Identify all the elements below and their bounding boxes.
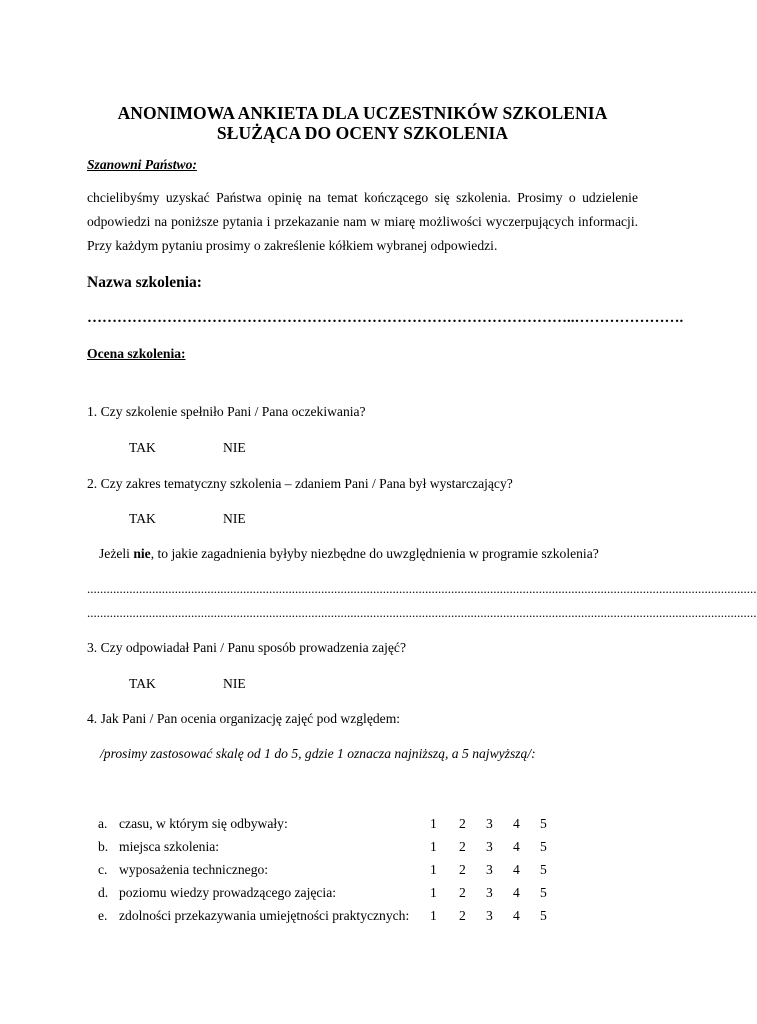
- title-line-1: ANONIMOWA ANKIETA DLA UCZESTNIKÓW SZKOLENIA: [117, 103, 608, 123]
- question-4: 4. Jak Pani / Pan ocenia organizację zajęć pod względem:: [87, 711, 401, 726]
- q1-no-option[interactable]: NIE: [223, 440, 246, 455]
- rating-option-4[interactable]: 4: [513, 839, 520, 854]
- q2-followup-pre: Jeżeli: [99, 546, 134, 561]
- rating-label: zdolności przekazywania umiejętności praktycznych:: [119, 908, 410, 923]
- rating-option-3[interactable]: 3: [486, 885, 493, 900]
- title-line-2: SŁUŻĄCA DO OCENY SZKOLENIA: [216, 123, 509, 143]
- q2-answer-line-2[interactable]: ..............................................................................................................................................................................................................: [87, 605, 757, 620]
- rating-option-3[interactable]: 3: [486, 839, 493, 854]
- rating-option-5[interactable]: 5: [540, 908, 547, 923]
- rating-row: [0, 816, 725, 836]
- q2-followup: [99, 546, 599, 562]
- rating-option-2[interactable]: 2: [459, 816, 466, 831]
- rating-option-2[interactable]: 2: [459, 862, 466, 877]
- intro-line: chcielibyśmy uzyskać Państwa opinię na temat kończącego się szkolenia. Prosimy o udzielenie: [87, 190, 638, 205]
- q4-instruction: /prosimy zastosować skalę od 1 do 5, gdzie 1 oznacza najniższą, a 5 najwyższą/:: [100, 746, 536, 761]
- q2-followup-bold: nie: [133, 546, 151, 561]
- rating-option-2[interactable]: 2: [459, 885, 466, 900]
- rating-label: wyposażenia technicznego:: [119, 862, 269, 877]
- q2-yes-option[interactable]: TAK: [129, 511, 156, 526]
- rating-letter: b.: [98, 839, 109, 854]
- greeting: Szanowni Państwo:: [87, 157, 197, 172]
- rating-option-5[interactable]: 5: [540, 816, 547, 831]
- rating-option-4[interactable]: 4: [513, 885, 520, 900]
- rating-letter: e.: [98, 908, 108, 923]
- rating-option-3[interactable]: 3: [486, 862, 493, 877]
- rating-row: [0, 839, 725, 859]
- rating-label: czasu, w którym się odbywały:: [119, 816, 288, 831]
- q2-answer-line-1[interactable]: ..............................................................................................................................................................................................................: [87, 581, 757, 596]
- training-name-label: Nazwa szkolenia:: [87, 274, 202, 291]
- q1-yes-option[interactable]: TAK: [129, 440, 156, 455]
- q3-no-option[interactable]: NIE: [223, 676, 246, 691]
- rating-label: miejsca szkolenia:: [119, 839, 220, 854]
- rating-option-1[interactable]: 1: [430, 816, 437, 831]
- rating-option-5[interactable]: 5: [540, 839, 547, 854]
- rating-row: [0, 885, 725, 905]
- intro-line: Przy każdym pytaniu prosimy o zakreślenie kółkiem wybranej odpowiedzi.: [87, 238, 498, 253]
- rating-option-4[interactable]: 4: [513, 862, 520, 877]
- rating-letter: a.: [98, 816, 108, 831]
- rating-option-2[interactable]: 2: [459, 908, 466, 923]
- q3-yes-option[interactable]: TAK: [129, 676, 156, 691]
- intro-line: odpowiedzi na poniższe pytania i przekazanie nam w miarę możliwości wyczerpujących informacji.: [87, 214, 638, 229]
- rating-option-3[interactable]: 3: [486, 908, 493, 923]
- rating-option-1[interactable]: 1: [430, 885, 437, 900]
- question-1: 1. Czy szkolenie spełniło Pani / Pana oczekiwania?: [87, 404, 366, 419]
- question-2: 2. Czy zakres tematyczny szkolenia – zdaniem Pani / Pana był wystarczający?: [87, 476, 513, 491]
- q2-followup-post: , to jakie zagadnienia byłyby niezbędne do uwzględnienia w programie szkolenia?: [150, 546, 599, 561]
- rating-letter: d.: [98, 885, 109, 900]
- section-title: Ocena szkolenia:: [87, 346, 186, 361]
- training-name-field[interactable]: ……………………………………………………………………………………..………………….: [87, 310, 684, 326]
- rating-option-5[interactable]: 5: [540, 885, 547, 900]
- rating-option-4[interactable]: 4: [513, 908, 520, 923]
- rating-option-1[interactable]: 1: [430, 862, 437, 877]
- rating-option-5[interactable]: 5: [540, 862, 547, 877]
- rating-option-4[interactable]: 4: [513, 816, 520, 831]
- rating-option-1[interactable]: 1: [430, 839, 437, 854]
- rating-option-3[interactable]: 3: [486, 816, 493, 831]
- rating-option-1[interactable]: 1: [430, 908, 437, 923]
- question-3: 3. Czy odpowiadał Pani / Panu sposób prowadzenia zajęć?: [87, 640, 406, 655]
- rating-row: [0, 908, 725, 928]
- rating-letter: c.: [98, 862, 108, 877]
- rating-option-2[interactable]: 2: [459, 839, 466, 854]
- rating-label: poziomu wiedzy prowadzącego zajęcia:: [119, 885, 337, 900]
- intro-paragraph: [87, 186, 638, 258]
- q2-no-option[interactable]: NIE: [223, 511, 246, 526]
- rating-row: [0, 862, 725, 882]
